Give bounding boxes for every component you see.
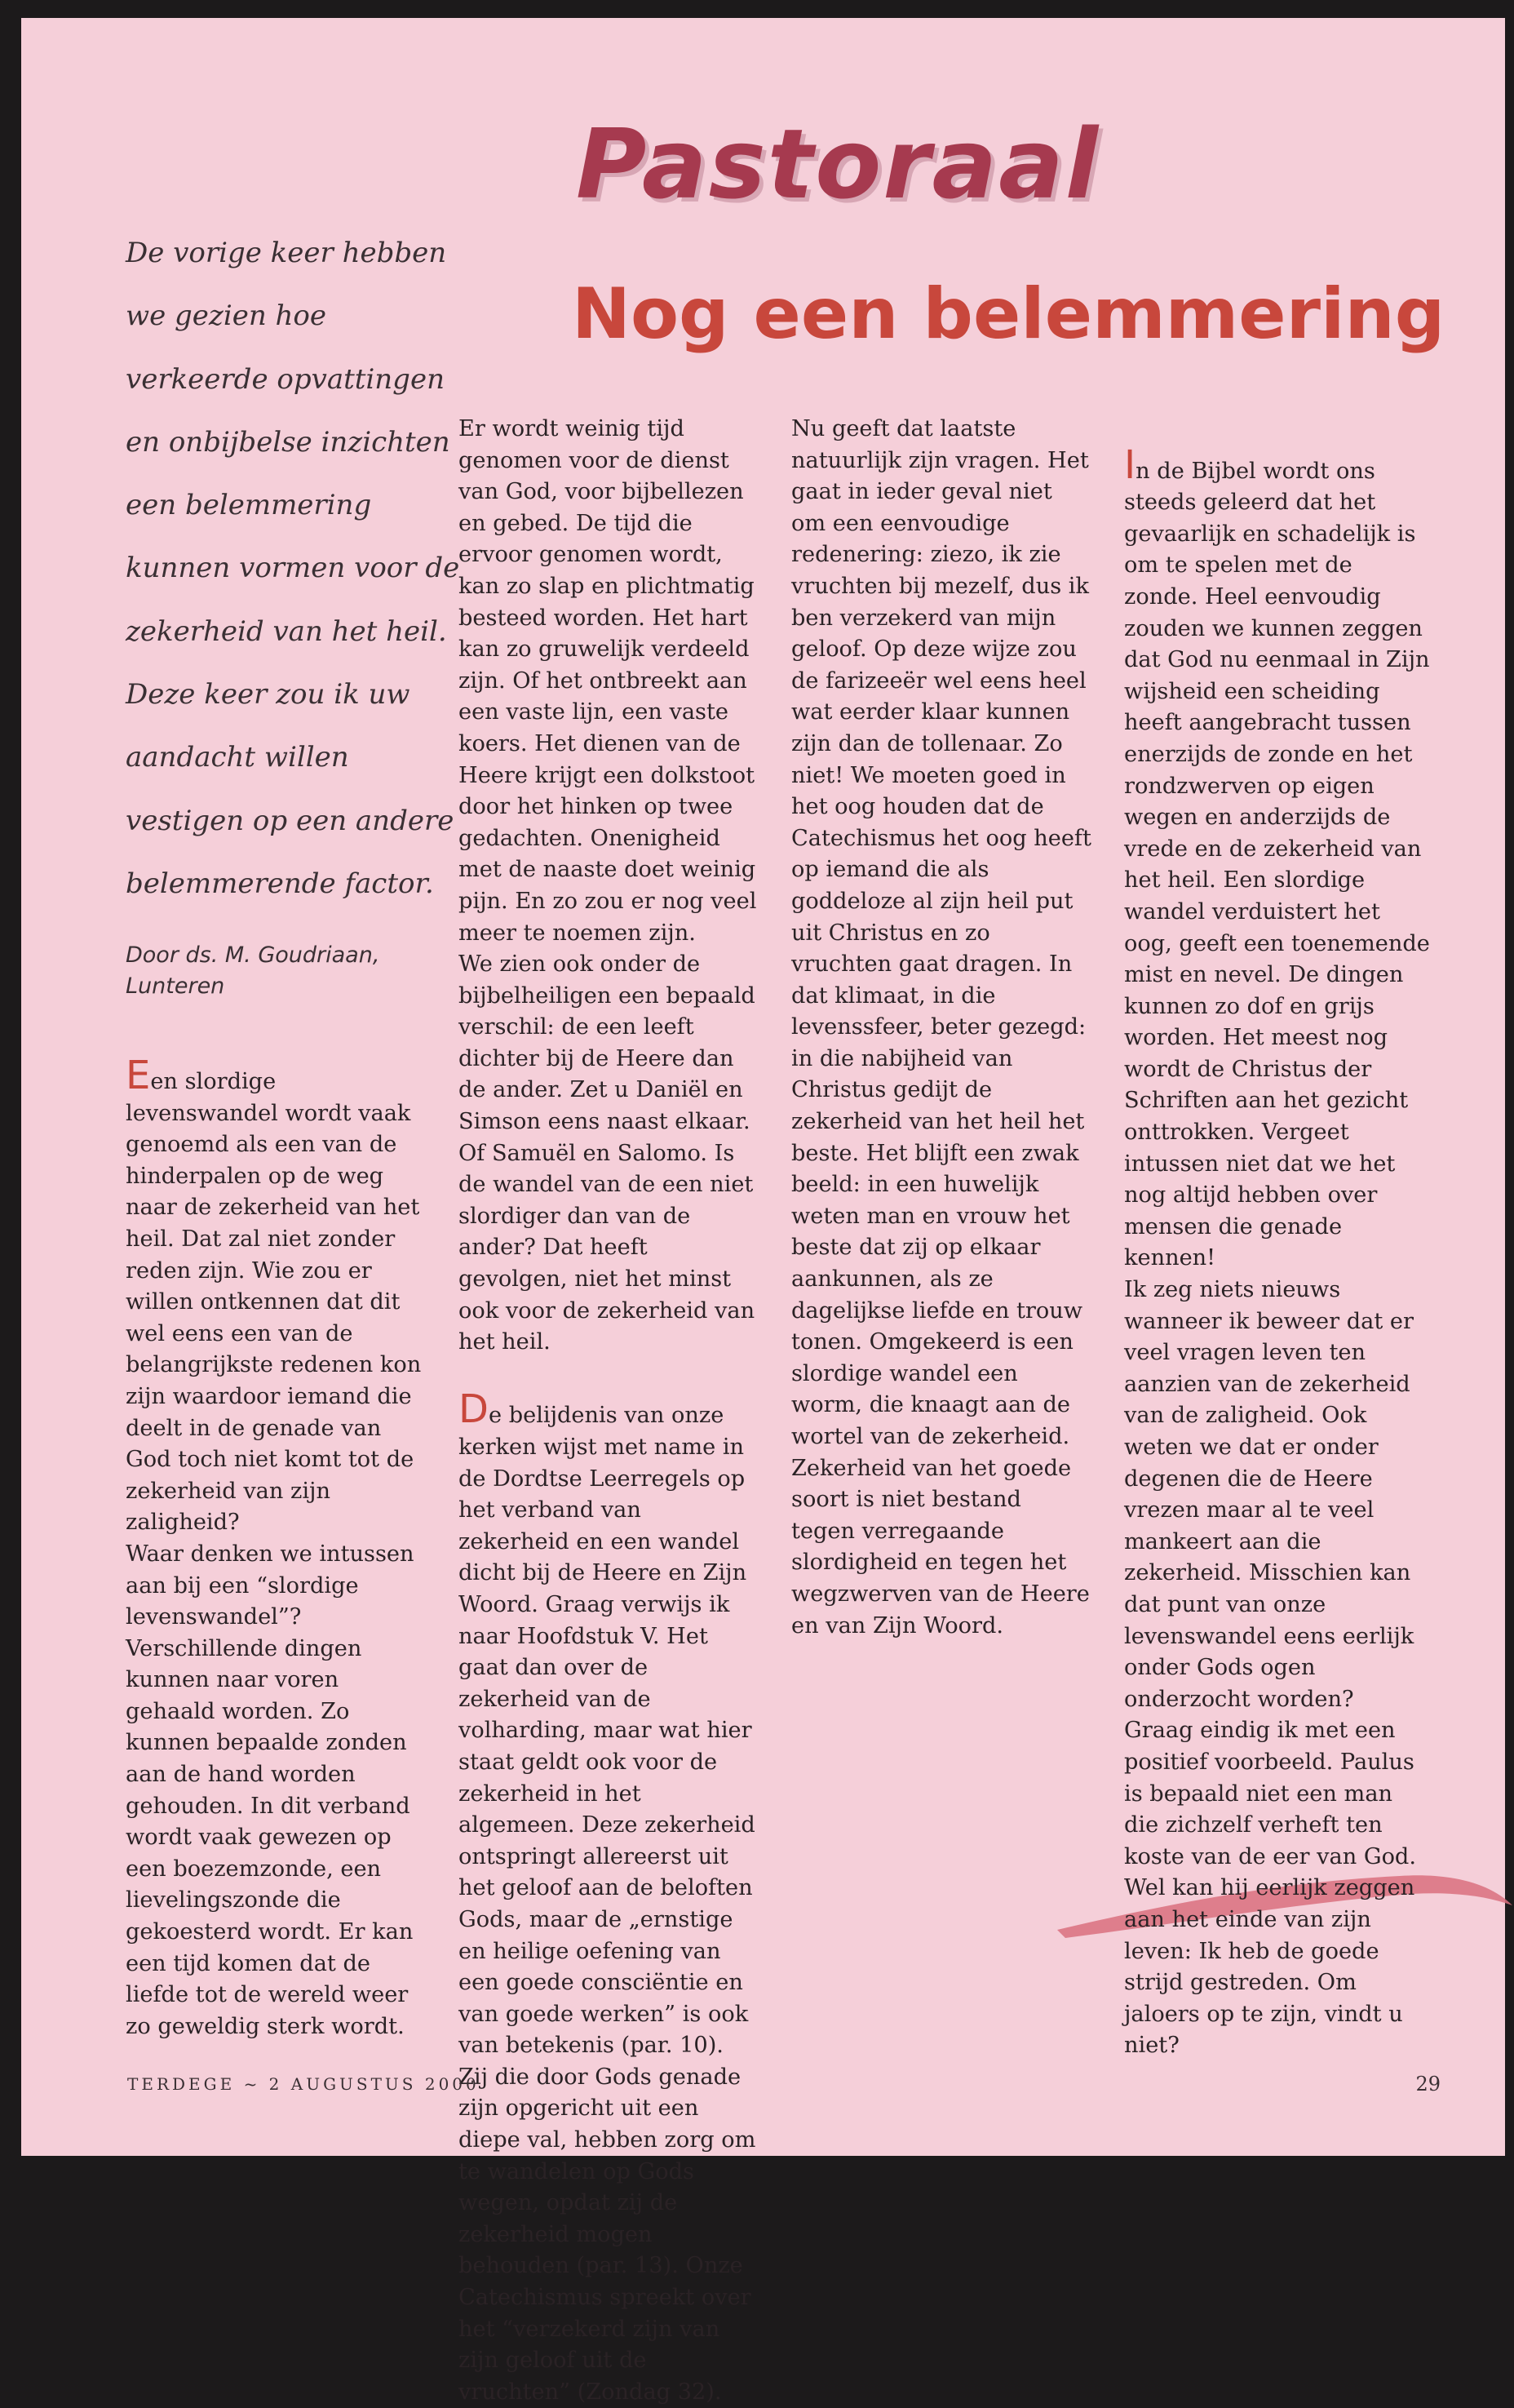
article-paragraph: Er wordt weinig tijd genomen voor de dienst van God, voor bijbellezen en gebed. De tijd die ervoor genomen wordt, kan zo slap en plichtmatig besteed worden. Het hart kan zo gruwelijk verdeeld zijn. Of het ontbreekt aan een vaste lijn, een vaste koers. Het dienen van de Heere krijgt een dolkstoot door het hinken op twee gedachten. Onenigheid met de naaste doet weinig pijn. En zo zou er nog veel meer te noemen zijn. (458, 416, 757, 946)
article-column-4 (1124, 414, 1430, 2062)
article-paragraph: Waar denken we intussen aan bij een “slordige levenswandel”? Verschillende dingen kunnen naar voren gehaald worden. Zo kunnen bepaalde zonden aan de hand worden gehouden. In dit verband wordt vaak gewezen op een boezemzonde, een lievelingszonde die gekoesterd wordt. Er kan een tijd komen dat de liefde tot de wereld weer zo geweldig sterk wordt. (126, 1541, 414, 2039)
paragraph-text: en slordige levenswandel wordt vaak genoemd als een van de hinderpalen op de weg naar de zekerheid van het heil. Dat zal niet zonder reden zijn. Wie zou er willen ontkennen dat dit wel eens een van de belangrijkste redenen kon zijn waardoor iemand die deelt in de genade van God toch niet komt tot de zekerheid van zijn zaligheid? (126, 1069, 422, 1536)
drop-cap: E (126, 1053, 151, 1098)
paragraph-text: e belijdenis van onze kerken wijst met name in de Dordtse Leerregels op het verband van zekerheid en een wandel dicht bij de Heere en Zijn Woord. Graag verwijs ik naar Hoofdstuk V. Het gaat dan over de zekerheid van de volharding, maar wat hier staat geldt ook voor de zekerheid in het algemeen. Deze zekerheid ontspringt allereerst uit het geloof aan de beloften Gods, maar de „ernstige en heilige oefening van een goede consciëntie en van goede werken” is ook van betekenis (par. 10). Zij die door Gods genade zijn opgericht uit een diepe val, hebben zorg om te wandelen op Gods wegen, opdat zij de zekerheid mogen behouden (par. 13). Onze Catechismus spreekt over het “verzekerd zijn van zijn geloof uit de vruchten” (Zondag 32). (458, 1403, 756, 2405)
section-title: Pastoraal (576, 108, 1100, 220)
article-column-1 (126, 1053, 426, 2042)
article-column-3 (791, 414, 1091, 1642)
article-column-2 (458, 414, 759, 2408)
paragraph-text: n de Bijbel wordt ons steeds geleerd dat het gevaarlijk en schadelijk is om te spelen met de zonde. Heel eenvoudig zouden we kunnen zeggen dat God nu eenmaal in Zijn wijsheid een scheiding heeft aangebracht tussen enerzijds de zonde en het rondzwerven op eigen wegen en anderzijds de vrede en de zekerheid van het heil. Een slordige wandel verduistert het oog, geeft een toenemende mist en nevel. De dingen kunnen zo dof en grijs worden. Het meest nog wordt de Christus der Schriften aan het gezicht onttrokken. Vergeet intussen niet dat we het nog altijd hebben over mensen die genade kennen! (1124, 458, 1430, 1271)
drop-cap: I (1124, 441, 1136, 488)
byline: Door ds. M. Goudriaan, Lunteren (126, 942, 380, 999)
article-paragraph: Ik zeg niets nieuws wanneer ik beweer dat er veel vragen leven ten aanzien van de zekerheid van de zaligheid. Ook weten we dat er onder degenen die de Heere vrezen maar al te veel mankeert aan die zekerheid. Misschien kan dat punt van onze levenswandel eens eerlijk onder Gods ogen onderzocht worden? (1124, 1277, 1414, 1712)
article-paragraph: Nu geeft dat laatste natuurlijk zijn vragen. Het gaat in ieder geval niet om een eenvoudige redenering: ziezo, ik zie vruchten bij mezelf, dus ik ben verzekerd van mijn geloof. Op deze wijze zou de farizeeër wel eens heel wat eerder klaar kunnen zijn dan de tollenaar. Zo niet! We moeten goed in het oog houden dat de Catechismus het oog heeft op iemand die als goddeloze al zijn heil put uit Christus en zo vruchten gaat dragen. In dat klimaat, in die levenssfeer, beter gezegd: in die nabijheid van Christus gedijt de zekerheid van het heil het beste. Het blijft een zwak beeld: in een huwelijk weten man en vrouw het beste dat zij op elkaar aankunnen, als ze dagelijkse liefde en trouw tonen. Omgekeerd is een slordige wandel een worm, die knaagt aan de wortel van de zekerheid. Zekerheid van het goede soort is niet bestand tegen verregaande slordigheid en tegen het wegzwerven van de Heere en van Zijn Woord. (791, 416, 1091, 1639)
drop-cap: D (458, 1386, 489, 1433)
article-paragraph (1124, 441, 1430, 1275)
magazine-page (21, 18, 1505, 2405)
article-paragraph: We zien ook onder de bijbelheiligen een bepaald verschil: de een leeft dichter bij de Heere dan de ander. Zet u Daniël en Simson eens naast elkaar. Of Samuël en Salomo. Is de wandel van de een niet slordiger dan van de ander? Dat heeft gevolgen, niet het minst ook voor de zekerheid van het heil. (458, 951, 755, 1355)
intro-text: De vorige keer hebben we gezien hoe verkeerde opvattingen en onbijbelse inzichten een belemmering kunnen vormen voor de zekerheid van het heil. Deze keer zou ik uw aandacht willen vestigen op een andere belemmerende factor. (126, 237, 460, 900)
footer-publication: TERDEGE ~ 2 AUGUSTUS 2000 (127, 2074, 480, 2094)
article-paragraph (458, 1386, 759, 2408)
page-number: 29 (1415, 2073, 1441, 2095)
article-paragraph (126, 1053, 426, 1539)
headline: Nog een belemmering (572, 273, 1445, 355)
article-paragraph: Graag eindig ik met een positief voorbeeld. Paulus is bepaald niet een man die zichzelf verheft ten koste van de eer van God. Wel kan hij eerlijk zeggen aan het einde van zijn leven: Ik heb de goede strijd gestreden. Om jaloers op te zijn, vindt u niet? (1124, 1718, 1416, 2059)
